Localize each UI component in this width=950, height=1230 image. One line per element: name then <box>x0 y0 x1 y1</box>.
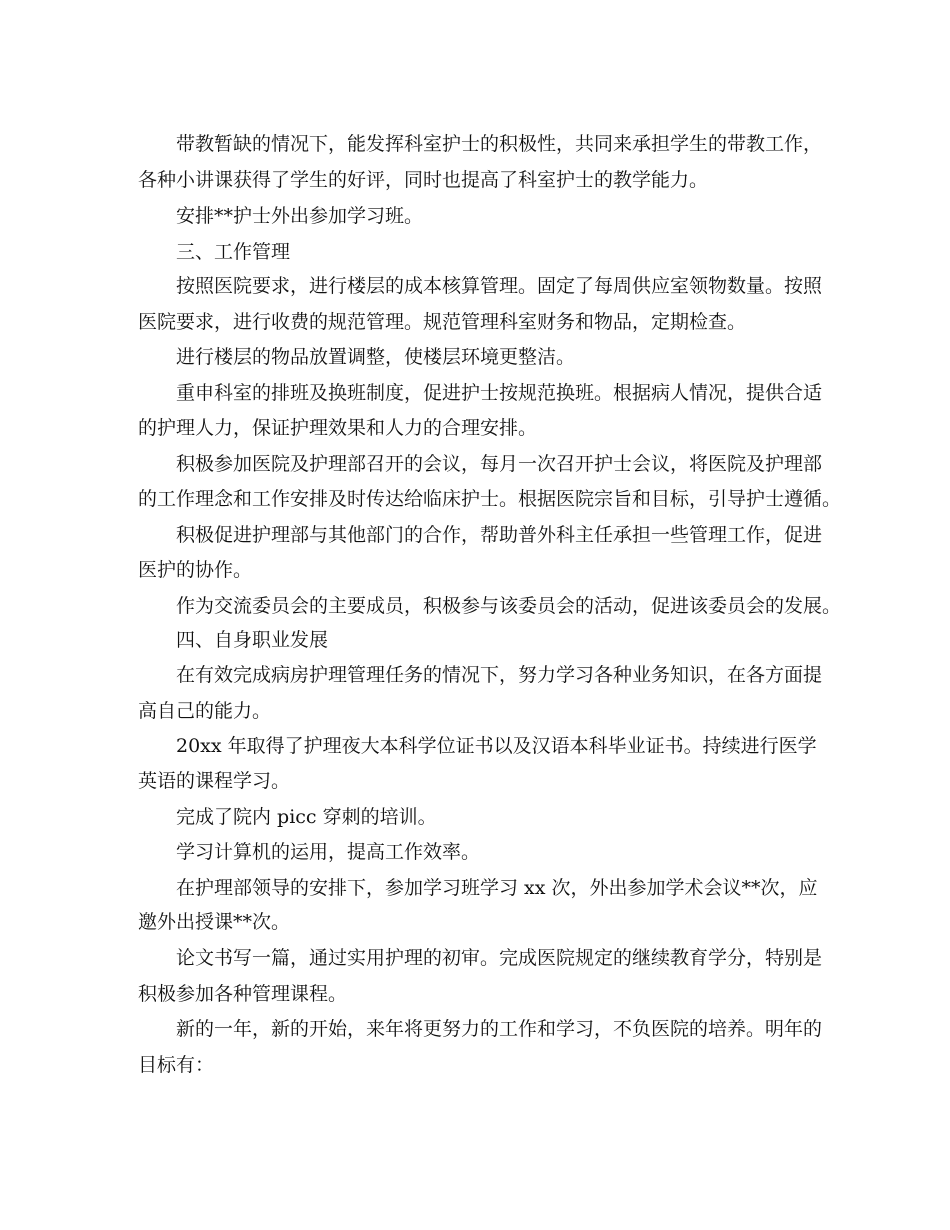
text-line-2: 各种小讲课获得了学生的好评，同时也提高了科室护士的教学能力。 <box>138 169 709 191</box>
text-line-21: 学习计算机的运用，提高工作效率。 <box>176 841 481 863</box>
section-heading-career-development: 四、自身职业发展 <box>176 629 329 651</box>
text-line-7: 进行楼层的物品放置调整，使楼层环境更整洁。 <box>176 346 576 368</box>
text-line-20: 完成了院内 picc 穿刺的培训。 <box>176 806 437 828</box>
text-line-3: 安排**护士外出参加学习班。 <box>176 205 424 227</box>
section-heading-work-management: 三、工作管理 <box>176 241 291 263</box>
text-line-8: 重申科室的排班及换班制度，促进护士按规范换班。根据病人情况，提供合适 <box>176 382 823 404</box>
text-line-10: 积极参加医院及护理部召开的会议，每月一次召开护士会议，将医院及护理部 <box>176 453 823 475</box>
text-line-27: 目标有： <box>138 1054 215 1076</box>
text-line-5: 按照医院要求，进行楼层的成本核算管理。固定了每周供应室领物数量。按照 <box>176 275 823 297</box>
text-line-1: 带教暂缺的情况下，能发挥科室护士的积极性，共同来承担学生的带教工作， <box>176 133 823 155</box>
text-line-13: 医护的协作。 <box>138 559 253 581</box>
text-line-26: 新的一年，新的开始，来年将更努力的工作和学习，不负医院的培养。明年的 <box>176 1018 823 1040</box>
text-line-14: 作为交流委员会的主要成员，积极参与该委员会的活动，促进该委员会的发展。 <box>176 595 842 617</box>
text-line-9: 的护理人力，保证护理效果和人力的合理安排。 <box>138 417 538 439</box>
text-line-6: 医院要求，进行收费的规范管理。规范管理科室财务和物品，定期检查。 <box>138 311 747 333</box>
text-line-19: 英语的课程学习。 <box>138 770 291 792</box>
text-line-11: 的工作理念和工作安排及时传达给临床护士。根据医院宗旨和目标，引导护士遵循。 <box>138 488 842 510</box>
text-line-18: 20xx 年取得了护理夜大本科学位证书以及汉语本科毕业证书。持续进行医学 <box>176 735 817 757</box>
text-line-16: 在有效完成病房护理管理任务的情况下，努力学习各种业务知识，在各方面提 <box>176 664 823 686</box>
text-line-24: 论文书写一篇，通过实用护理的初审。完成医院规定的继续教育学分，特别是 <box>176 947 823 969</box>
text-line-22: 在护理部领导的安排下，参加学习班学习 xx 次，外出参加学术会议**次，应 <box>176 877 818 899</box>
text-line-23: 邀外出授课**次。 <box>138 911 291 933</box>
text-line-12: 积极促进护理部与其他部门的合作，帮助普外科主任承担一些管理工作，促进 <box>176 524 823 546</box>
text-line-25: 积极参加各种管理课程。 <box>138 983 348 1005</box>
text-line-17: 高自己的能力。 <box>138 700 272 722</box>
